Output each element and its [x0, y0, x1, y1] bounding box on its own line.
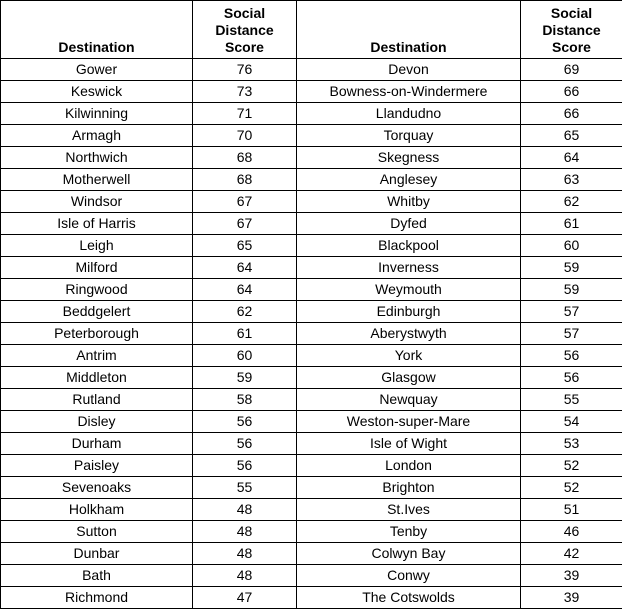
left-destination-cell: Armagh [1, 125, 193, 147]
right-score-cell: 52 [521, 477, 622, 499]
left-destination-cell: Keswick [1, 81, 193, 103]
header-score-right-line1: Social [521, 5, 622, 22]
header-score-left [193, 1, 297, 59]
table-row [1, 411, 622, 433]
right-destination-cell: Torquay [297, 125, 521, 147]
table-row [1, 477, 622, 499]
right-destination-cell: York [297, 345, 521, 367]
table-row [1, 455, 622, 477]
left-destination-cell: Motherwell [1, 169, 193, 191]
right-destination-cell: Dyfed [297, 213, 521, 235]
right-destination-cell: The Cotswolds [297, 587, 521, 609]
right-score-cell: 42 [521, 543, 622, 565]
right-destination-cell: Inverness [297, 257, 521, 279]
left-score-cell: 56 [193, 411, 297, 433]
table-row [1, 521, 622, 543]
table-row [1, 103, 622, 125]
left-score-cell: 55 [193, 477, 297, 499]
right-destination-cell: St.Ives [297, 499, 521, 521]
left-destination-cell: Antrim [1, 345, 193, 367]
right-score-cell: 61 [521, 213, 622, 235]
left-score-cell: 67 [193, 191, 297, 213]
left-score-cell: 65 [193, 235, 297, 257]
right-destination-cell: Isle of Wight [297, 433, 521, 455]
left-destination-cell: Richmond [1, 587, 193, 609]
table-row [1, 81, 622, 103]
right-destination-cell: Anglesey [297, 169, 521, 191]
table-row [1, 279, 622, 301]
right-destination-cell: Whitby [297, 191, 521, 213]
right-destination-cell: Llandudno [297, 103, 521, 125]
header-score-left-line3: Score [193, 39, 296, 56]
left-score-cell: 64 [193, 279, 297, 301]
left-destination-cell: Sevenoaks [1, 477, 193, 499]
table-row [1, 345, 622, 367]
left-destination-cell: Windsor [1, 191, 193, 213]
left-score-cell: 48 [193, 499, 297, 521]
left-destination-cell: Isle of Harris [1, 213, 193, 235]
table-row [1, 565, 622, 587]
table-row [1, 59, 622, 81]
left-destination-cell: Middleton [1, 367, 193, 389]
header-row [1, 1, 622, 59]
left-destination-cell: Leigh [1, 235, 193, 257]
left-score-cell: 48 [193, 565, 297, 587]
right-score-cell: 60 [521, 235, 622, 257]
left-destination-cell: Beddgelert [1, 301, 193, 323]
right-destination-cell: Edinburgh [297, 301, 521, 323]
right-score-cell: 53 [521, 433, 622, 455]
left-destination-cell: Holkham [1, 499, 193, 521]
right-destination-cell: London [297, 455, 521, 477]
right-score-cell: 46 [521, 521, 622, 543]
table-row [1, 301, 622, 323]
right-score-cell: 51 [521, 499, 622, 521]
right-destination-cell: Skegness [297, 147, 521, 169]
header-destination-right [297, 1, 521, 59]
right-score-cell: 66 [521, 81, 622, 103]
left-score-cell: 64 [193, 257, 297, 279]
table-row [1, 191, 622, 213]
right-destination-cell: Devon [297, 59, 521, 81]
left-score-cell: 76 [193, 59, 297, 81]
header-score-left-line2: Distance [193, 22, 296, 39]
left-score-cell: 48 [193, 521, 297, 543]
right-destination-cell: Blackpool [297, 235, 521, 257]
left-score-cell: 59 [193, 367, 297, 389]
left-destination-cell: Paisley [1, 455, 193, 477]
left-score-cell: 67 [193, 213, 297, 235]
left-score-cell: 68 [193, 169, 297, 191]
left-destination-cell: Disley [1, 411, 193, 433]
left-destination-cell: Bath [1, 565, 193, 587]
header-score-right-line3: Score [521, 39, 622, 56]
left-score-cell: 70 [193, 125, 297, 147]
right-score-cell: 54 [521, 411, 622, 433]
right-destination-cell: Conwy [297, 565, 521, 587]
left-score-cell: 60 [193, 345, 297, 367]
left-score-cell: 73 [193, 81, 297, 103]
left-destination-cell: Milford [1, 257, 193, 279]
left-score-cell: 47 [193, 587, 297, 609]
right-destination-cell: Tenby [297, 521, 521, 543]
left-destination-cell: Durham [1, 433, 193, 455]
right-score-cell: 39 [521, 565, 622, 587]
right-score-cell: 39 [521, 587, 622, 609]
right-score-cell: 63 [521, 169, 622, 191]
right-destination-cell: Colwyn Bay [297, 543, 521, 565]
right-destination-cell: Newquay [297, 389, 521, 411]
left-score-cell: 48 [193, 543, 297, 565]
left-score-cell: 62 [193, 301, 297, 323]
table-row [1, 323, 622, 345]
header-score-right [521, 1, 622, 59]
right-score-cell: 59 [521, 279, 622, 301]
left-destination-cell: Kilwinning [1, 103, 193, 125]
table-row [1, 213, 622, 235]
right-score-cell: 64 [521, 147, 622, 169]
left-score-cell: 68 [193, 147, 297, 169]
right-score-cell: 57 [521, 323, 622, 345]
right-destination-cell: Bowness-on-Windermere [297, 81, 521, 103]
right-destination-cell: Weston-super-Mare [297, 411, 521, 433]
right-score-cell: 62 [521, 191, 622, 213]
right-destination-cell: Glasgow [297, 367, 521, 389]
right-score-cell: 57 [521, 301, 622, 323]
table-row [1, 257, 622, 279]
table-row [1, 499, 622, 521]
right-score-cell: 56 [521, 367, 622, 389]
left-destination-cell: Sutton [1, 521, 193, 543]
left-score-cell: 56 [193, 455, 297, 477]
header-destination-left [1, 1, 193, 59]
left-destination-cell: Ringwood [1, 279, 193, 301]
left-score-cell: 61 [193, 323, 297, 345]
left-destination-cell: Peterborough [1, 323, 193, 345]
table-row [1, 389, 622, 411]
right-score-cell: 65 [521, 125, 622, 147]
header-destination-right-label: Destination [370, 39, 446, 55]
header-score-left-line1: Social [193, 5, 296, 22]
right-score-cell: 69 [521, 59, 622, 81]
right-score-cell: 66 [521, 103, 622, 125]
table-row [1, 235, 622, 257]
table-row [1, 367, 622, 389]
header-destination-left-label: Destination [58, 39, 134, 55]
left-destination-cell: Rutland [1, 389, 193, 411]
table-row [1, 587, 622, 609]
left-destination-cell: Gower [1, 59, 193, 81]
left-score-cell: 71 [193, 103, 297, 125]
right-score-cell: 55 [521, 389, 622, 411]
left-score-cell: 58 [193, 389, 297, 411]
right-destination-cell: Brighton [297, 477, 521, 499]
table-row [1, 147, 622, 169]
table-row [1, 543, 622, 565]
table-body [1, 59, 622, 609]
left-score-cell: 56 [193, 433, 297, 455]
header-score-right-line2: Distance [521, 22, 622, 39]
table-row [1, 169, 622, 191]
right-destination-cell: Weymouth [297, 279, 521, 301]
right-score-cell: 56 [521, 345, 622, 367]
left-destination-cell: Dunbar [1, 543, 193, 565]
right-destination-cell: Aberystwyth [297, 323, 521, 345]
left-destination-cell: Northwich [1, 147, 193, 169]
table-row [1, 433, 622, 455]
right-score-cell: 59 [521, 257, 622, 279]
table-row [1, 125, 622, 147]
right-score-cell: 52 [521, 455, 622, 477]
